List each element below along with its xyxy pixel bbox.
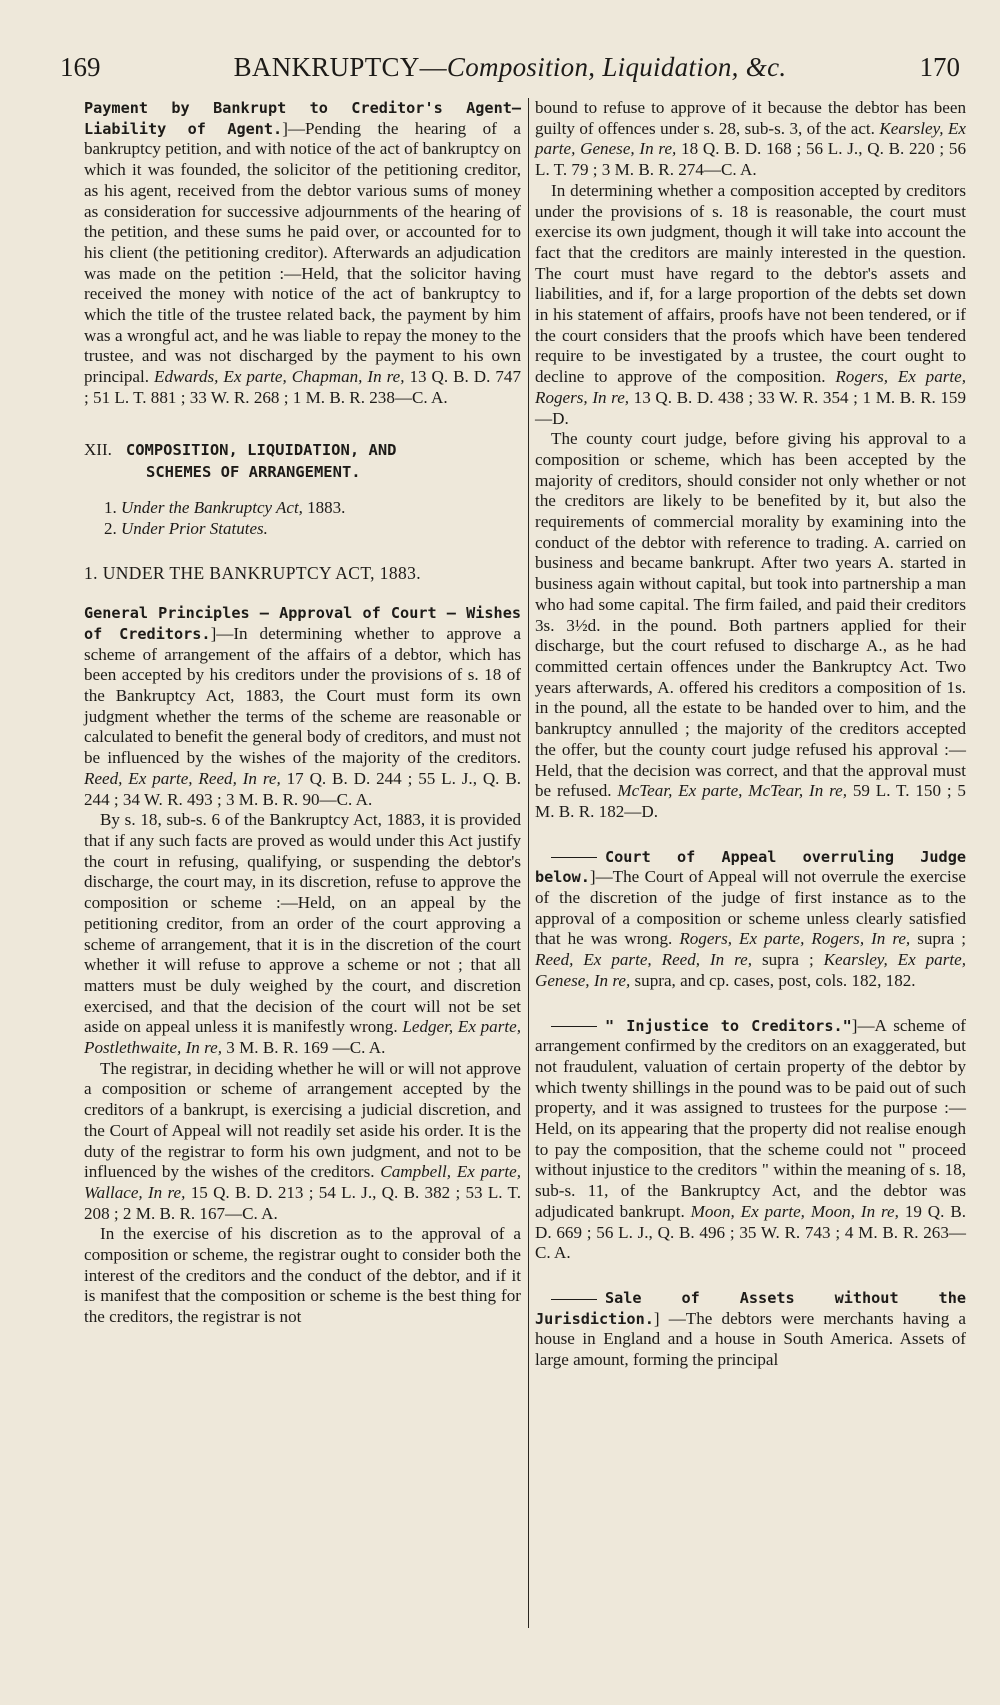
ditto-dash: [551, 857, 597, 858]
case-citation: Reed, Ex parte, Reed, In re,: [84, 768, 281, 788]
paragraph-text: ] —The debtors were merchants having a house in England and a house in South America. Assets of large amount, forming the principal: [535, 1308, 966, 1370]
paragraph-gap: [535, 1264, 966, 1288]
paragraph-text: ]—Pending the hearing of a bankruptcy petition, and with notice of the act of bankruptcy on which it was founded, the solicitor of the petitioning creditor, as his agent, received from the debtor various sums of money as consideration for successive adjournments of the hearing of the petition, and these sums he paid over, or accounted for to his client (the petitioning creditor). Afterwards an adjudication was made on the petition :—Held, that the solicitor having received the money with notice of the act of bankruptcy to which the title of the trustee related back, the payment by him was a wrongful act, and he was liable to repay the money to the trustee, and was not discharged by the payment to his own principal.: [84, 118, 521, 387]
contents-item: [104, 518, 521, 539]
citation-separator: supra ;: [752, 950, 824, 970]
case-citation: Ledger, Ex parte, Postlethwaite, In re,: [84, 1017, 521, 1058]
running-title: [234, 52, 787, 83]
ditto-dash: [551, 1026, 597, 1027]
law-report-reference: supra, and cp. cases, post, cols. 182, 182.: [630, 970, 916, 990]
case-citation: Campbell, Ex parte, Wallace, In re,: [84, 1162, 521, 1202]
citation-separator: supra ;: [910, 929, 966, 949]
contents-item: [104, 497, 521, 518]
paragraph-text: The registrar, in deciding whether he will or will not approve a composition or scheme of arrangement accepted by the creditors of a bankrupt, is exercising a judicial discretion, and the Court of Appeal will not readily set aside his order. It is the duty of the registrar to form his own judgment, and not to be influenced by the wishes of the creditors.: [84, 1058, 521, 1182]
paragraph-text: In the exercise of his discretion as to the approval of a composition or scheme, the registrar ought to consider both the interest of the creditors and the conduct of the debtor, and if it is manifest that the composition or scheme is the best thing for the creditors, the registrar is not: [84, 1224, 521, 1327]
paragraph-text: ]—In determining whether to approve a scheme of arrangement of the affairs of a debtor, which has been accepted by his creditors under the provisions of s. 18 of the Bankruptcy Act, 1883, the Court must form its own judgment whether the terms of the scheme are reasonable or calculated to benefit the general body of creditors, and must not be influenced by the wishes of the majority of the creditors.: [84, 623, 521, 768]
paragraph: [84, 1224, 521, 1328]
running-title-main: BANKRUPTCY—: [233, 52, 447, 82]
case-citation: Reed, Ex parte, Reed, In re,: [535, 950, 753, 970]
case-citation: Kearsley, Ex parte, Genese, In re,: [535, 950, 966, 990]
paragraph: [535, 181, 966, 429]
paragraph-heading: Sale of Assets without the Jurisdiction.: [535, 1288, 966, 1328]
law-report-reference: 13 Q. B. D. 438 ; 33 W. R. 354 ; 1 M. B. R. 159—D.: [535, 387, 967, 428]
paragraph: [535, 847, 966, 992]
contents-number: 1.: [104, 497, 117, 517]
subsection-heading: 1. UNDER THE BANKRUPTCY ACT, 1883.: [84, 562, 422, 583]
paragraph-text: By s. 18, sub-s. 6 of the Bankruptcy Act, 1883, it is provided that if any such facts are proved as would under this Act justify the court in refusing, qualifying, or suspending the debtor's discharge, the court may, in its discretion, refuse to approve the composition or scheme :—Held, on an appeal by the petitioning creditor, from an order of the court approving a scheme of arrangement, that it is in the discretion of the court whether it will refuse to approve a scheme or not ; that all matters must be duly weighed by the court, and discretion exercised, and that the decision of the court will not be set aside on appeal unless it is manifestly wrong.: [84, 810, 521, 1037]
section-number: XII.: [84, 439, 112, 459]
paragraph: [535, 429, 966, 822]
case-citation: Kearsley, Ex parte, Genese, In re,: [535, 118, 966, 159]
contents-number: 2.: [104, 518, 117, 538]
paragraph-text: The county court judge, before giving his approval to a composition or scheme, which has been accepted by the majority of creditors, should consider not only whether or not the creditors are likely to be benefited by it, but also the requirements of commercial morality by examining into the conduct of the debtor with reference to trading. A. carried on business and became bankrupt. After two years A. started in business again without capital, but took into partnership a man who had some capital. The firm failed, and paid their creditors 3s. 3½d. in the pound. Both partners applied for their discharge, but the court refused to discharge A., as he had committed certain offences under the Bankruptcy Act. Two years afterwards, A. offered his creditors a composition of 1s. in the pound, all the estate to be handed over to him, and the bankruptcy annulled ; the majority of the creditors accepted the offer, but the county court judge refused his approval :—Held, that the decision was correct, and that the approval must be refused.: [535, 429, 966, 801]
right-column: [535, 98, 966, 1653]
law-report-reference: 59 L. T. 150 ; 5 M. B. R. 182—D.: [535, 781, 966, 821]
paragraph: [535, 1016, 966, 1264]
page-number-right: 170: [919, 52, 960, 82]
paragraph: [84, 98, 521, 409]
section-title-line2: SCHEMES OF ARRANGEMENT.: [146, 462, 361, 481]
paragraph-text: In determining whether a composition accepted by creditors under the provisions of s. 18 is reasonable, the court must exercise its own judgment, though it will take into account the fact that the creditors are mainly interested in the question. The court must have regard to the debtor's assets and liabilities, and if, for a large proportion of the debts set down in his statement of affairs, proofs have not been tendered, or if the court considers that the proofs which have been tendered require to be investigated by a trustee, the court ought to decline to approve of the composition.: [535, 180, 966, 387]
contents-title: Under the Bankruptcy Act,: [121, 497, 303, 517]
running-title-italic: Composition, Liquidation, &c.: [446, 52, 787, 82]
running-header: [60, 52, 960, 92]
case-citation: Moon, Ex parte, Moon, In re,: [690, 1201, 899, 1221]
paragraph-heading: General Principles — Approval of Court — Wishes of Creditors.: [84, 604, 521, 643]
paragraph: [84, 1059, 521, 1225]
text-columns: [84, 98, 970, 1653]
section-title-line1: COMPOSITION, LIQUIDATION, AND: [125, 440, 397, 459]
case-citation: McTear, Ex parte, McTear, In re,: [617, 781, 848, 801]
paragraph-heading: " Injustice to Creditors.": [605, 1016, 852, 1035]
paragraph-heading: Payment by Bankrupt to Creditor's Agent—Liability of Agent.: [84, 99, 521, 138]
law-report-reference: 13 Q. B. D. 747 ; 51 L. T. 881 ; 33 W. R. 268 ; 1 M. B. R. 238—C. A.: [84, 367, 521, 407]
paragraph-text: bound to refuse to approve of it because the debtor has been guilty of offences under s. 28, sub-s. 3, of the act.: [535, 98, 966, 138]
contents-title: Under Prior Statutes.: [121, 518, 268, 538]
paragraph-gap: [535, 823, 966, 847]
contents-year: 1883.: [302, 497, 346, 517]
paragraph: [84, 810, 521, 1058]
law-report-reference: 18 Q. B. D. 168 ; 56 L. J., Q. B. 220 ; 56 L. T. 79 ; 3 M. B. R. 274—C. A.: [535, 139, 966, 180]
case-citation: Edwards, Ex parte, Chapman, In re,: [154, 367, 405, 387]
page-number-left: 169: [60, 52, 101, 82]
left-column: [84, 98, 521, 1653]
paragraph: [84, 603, 521, 810]
section-contents: [104, 497, 521, 539]
section-heading: [84, 439, 521, 483]
paragraph-text: ]—The Court of Appeal will not overrule the exercise of the discretion of the judge of first instance as to the approval of a composition or scheme unless clearly satisfied that he was wrong.: [535, 867, 966, 949]
case-citation: Rogers, Ex parte, Rogers, In re,: [679, 929, 911, 949]
law-report-reference: 17 Q. B. D. 244 ; 55 L. J., Q. B. 244 ; 34 W. R. 493 ; 3 M. B. R. 90—C. A.: [84, 768, 522, 809]
paragraph-gap: [535, 992, 966, 1016]
paragraph-text: ]—A scheme of arrangement confirmed by the creditors on an exaggerated, but not fraudulent, valuation of certain property of the debtor by which twenty shillings in the pound was to be paid out of such property, and it was assigned to trustees for the purpose :—Held, on its appearing that the property did not realise enough to pay the composition, that the scheme could not " proceed without injustice to the creditors " within the meaning of s. 18, sub-s. 11, of the Bankruptcy Act, and the debtor was adjudicated bankrupt.: [535, 1015, 966, 1221]
law-report-reference: 19 Q. B. D. 669 ; 56 L. J., Q. B. 496 ; 35 W. R. 743 ; 4 M. B. R. 263—C. A.: [535, 1201, 966, 1263]
paragraph-heading: Court of Appeal overruling Judge below.: [535, 847, 966, 887]
paragraph: [535, 98, 966, 181]
law-report-reference: 3 M. B. R. 169 —C. A.: [222, 1038, 386, 1058]
law-report-reference: 15 Q. B. D. 213 ; 54 L. J., Q. B. 382 ; 53 L. T. 208 ; 2 M. B. R. 167—C. A.: [84, 1182, 522, 1223]
ditto-dash: [551, 1299, 597, 1300]
case-citation: Rogers, Ex parte, Rogers, In re,: [535, 367, 966, 407]
paragraph: [535, 1288, 966, 1371]
